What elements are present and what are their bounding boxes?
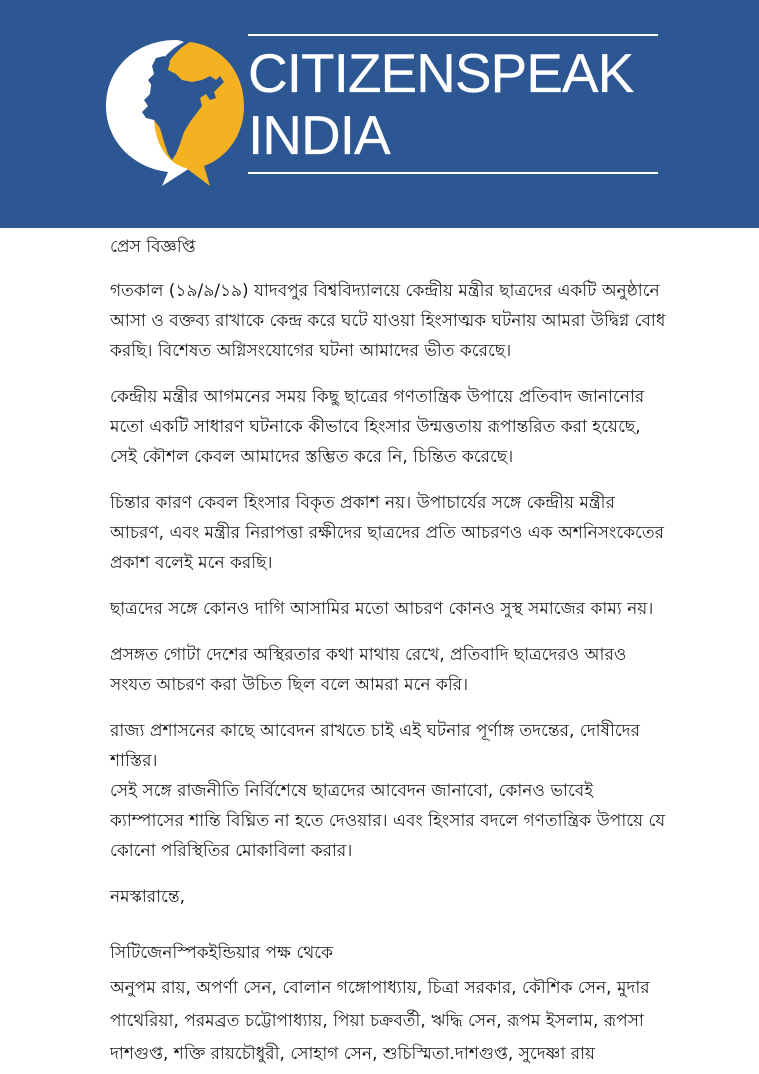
brand-rule-top	[248, 34, 658, 36]
press-release-heading: প্রেস বিজ্ঞপ্তি	[110, 237, 196, 257]
paragraph-6: রাজ্য প্রশাসনের কাছে আবেদন রাখতে চাই এই ঘটনার পূর্ণাঙ্গ তদন্তের, দোষীদের শাস্তির।	[110, 721, 640, 771]
brand-rule-bottom	[248, 172, 658, 174]
paragraph-2: কেন্দ্রীয় মন্ত্রীর আগমনের সময় কিছু ছাত্রের গণতান্ত্রিক উপায়ে প্রতিবাদ জানানোর মতো একটি সাধারণ ঘটনাকে কীভাবে হিংসার উন্মত্ততায় রূপান্তরিত করা হয়েছে, সেই কৌশল কেবল আমাদের স্তম্ভিত করে নি, চিন্তিত করেছে।	[110, 387, 645, 467]
paragraph-4: ছাত্রদের সঙ্গে কোনও দাগি আসামির মতো আচরণ কোনও সুস্থ সমাজের কাম্য নয়।	[110, 599, 654, 619]
brand-wordmark	[248, 34, 658, 174]
paragraph-1: গতকাল (১৯/৯/১৯) যাদবপুর বিশ্ববিদ্যালয়ে কেন্দ্রীয় মন্ত্রীর ছাত্রদের একটি অনুষ্ঠানে আসা ও বক্তব্য রাখাকে কেন্দ্র করে ঘটে যাওয়া হিংসাত্মক ঘটনায় আমরা উদ্বিগ্ন বোধ করছি। বিশেষত অগ্নিসংযোগের ঘটনা আমাদের ভীত করেছে।	[110, 281, 666, 361]
brand-line-india: INDIA	[248, 104, 390, 166]
brand-line-citizenspeak: CITIZENSPEAK	[248, 42, 634, 104]
signoff: নমস্কারান্তে,	[110, 887, 185, 907]
header-banner	[0, 0, 759, 228]
paragraph-5: প্রসঙ্গত গোটা দেশের অস্থিরতার কথা মাথায় রেখে, প্রতিবাদি ছাত্রদেরও আরও সংযত আচরণ করা উচিত ছিল বলে আমরা মনে করি।	[110, 645, 627, 695]
press-release-body	[110, 232, 670, 1071]
paragraph-3: চিন্তার কারণ কেবল হিংসার বিকৃত প্রকাশ নয়। উপাচার্যের সঙ্গে কেন্দ্রীয় মন্ত্রীর আচরণ, এবং মন্ত্রীর নিরাপত্তা রক্ষীদের ছাত্রদের প্রতি আচরণও এক অশনিসংকেতের প্রকাশ বলেই মনে করছি।	[110, 493, 664, 573]
on-behalf-line: সিটিজেনস্পিকইন্ডিয়ার পক্ষ থেকে	[110, 943, 333, 963]
signatories-list: অনুপম রায়, অপর্ণা সেন, বোলান গঙ্গোপাধ্যায়, চিত্রা সরকার, কৌশিক সেন, মুদার পাথেরিয়া, পরমব্রত চট্টোপাধ্যায়, পিয়া চক্রবর্তী, ঋদ্ধি সেন, রূপম ইসলাম, রূপসা দাশগুপ্ত, শক্তি রায়চৌধুরী, সোহাগ সেন, শুচিস্মিতা.দাশগুপ্ত, সুদেষ্ণা রায়	[110, 978, 650, 1064]
india-map-speech-bubble-icon	[98, 36, 248, 186]
paragraph-7: সেই সঙ্গে রাজনীতি নির্বিশেষে ছাত্রদের আবেদন জানাবো, কোনও ভাবেই ক্যাম্পাসের শান্তি বিঘ্নিত না হতে দেওয়ার। এবং হিংসার বদলে গণতান্ত্রিক উপায়ে যে কোনো পরিস্থিতির মোকাবিলা করার।	[110, 781, 666, 861]
